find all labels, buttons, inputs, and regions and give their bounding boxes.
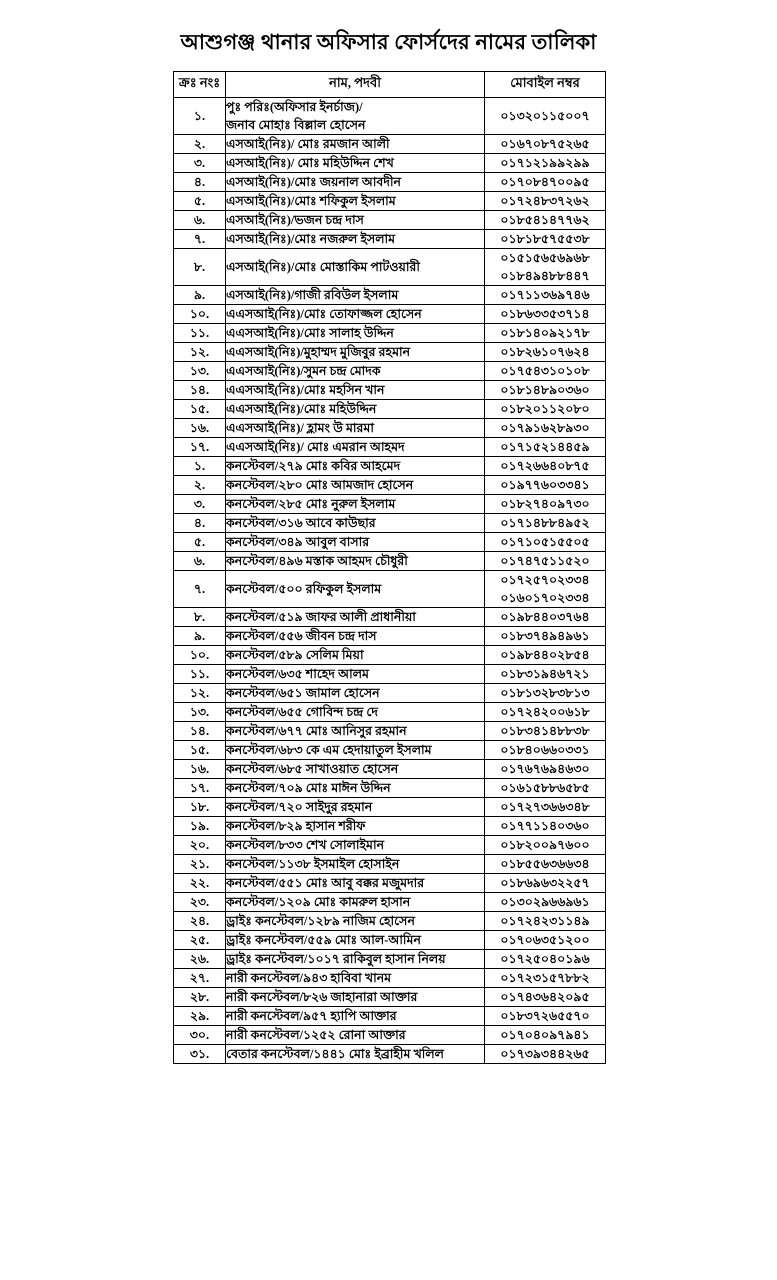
mobile-number-cell: [485, 514, 606, 533]
serial-cell: ১৭.: [174, 779, 226, 798]
officer-name-line: এসআই(নিঃ)/ মোঃ মহিউদ্দিন শেখ: [226, 156, 394, 170]
table-row: [174, 286, 606, 305]
table-row: [174, 855, 606, 874]
mobile-number-line: ০১৮৫৫৬৩৬৬৩৪: [500, 857, 590, 871]
officer-name-line: কনস্টেবল/১২০৯ মোঃ কামরুল হাসান: [226, 895, 411, 909]
mobile-number-cell: [485, 1045, 606, 1064]
officer-name-line: কনস্টেবল/৫৮৯ সেলিম মিয়া: [226, 648, 364, 662]
name-designation-cell: [226, 1007, 485, 1026]
mobile-number-line: ০১৭১২১৯৯২৯৯: [500, 156, 590, 170]
name-designation-cell: [226, 1045, 485, 1064]
officer-name-line: এএসআই(নিঃ)/মোঃ মহিউদ্দিন: [226, 402, 377, 416]
serial-cell: ১১.: [174, 324, 226, 343]
serial-cell: ২৬.: [174, 950, 226, 969]
officer-roster-table: [173, 71, 606, 1064]
officer-name-line: কনস্টেবল/৫১৯ জাফর আলী প্রাধানীয়া: [226, 610, 416, 624]
serial-cell: ১০.: [174, 646, 226, 665]
mobile-number-line: ০১৮২৬১০৭৬২৪: [500, 345, 590, 359]
name-designation-cell: [226, 154, 485, 173]
serial-cell: ২০.: [174, 836, 226, 855]
mobile-number-line: ০১৭২৫০৪০১৯৬: [500, 952, 590, 966]
serial-cell: ১৬.: [174, 419, 226, 438]
mobile-number-cell: [485, 665, 606, 684]
table-row: [174, 969, 606, 988]
officer-name-line: এসআই(নিঃ)/মোঃ মোস্তাকিম পাটওয়ারী: [226, 260, 420, 274]
table-row: [174, 211, 606, 230]
name-designation-cell: [226, 533, 485, 552]
officer-name-line: নারী কনস্টেবল/৮২৬ জাহানারা আক্তার: [226, 990, 418, 1004]
mobile-number-cell: [485, 741, 606, 760]
serial-cell: ১৮.: [174, 798, 226, 817]
mobile-number-line: ০১৮৩৭২৬৫৫৭০: [500, 1009, 590, 1023]
serial-cell: ১৪.: [174, 381, 226, 400]
mobile-number-cell: [485, 988, 606, 1007]
mobile-number-line: ০১৭৯১৬২৮৯৩০: [500, 421, 590, 435]
officer-name-line: কনস্টেবল/৭০৯ মোঃ মাঈন উদ্দিন: [226, 781, 391, 795]
serial-cell: ২৯.: [174, 1007, 226, 1026]
mobile-number-line: ০১৭০৮৪৭০০৯৫: [500, 175, 590, 189]
mobile-number-line: ০১৭০৬৩৫১২০০: [500, 933, 590, 947]
serial-cell: ৯.: [174, 286, 226, 305]
mobile-number-line: ০১৮১৮৫৭৫৫৩৮: [500, 232, 590, 246]
mobile-number-cell: [485, 646, 606, 665]
mobile-number-line: ০১৮৩৪১৪৮৮৩৮: [500, 724, 590, 738]
officer-name-line: নারী কনস্টেবল/৯৫৭ হ্যাপি আক্তার: [226, 1009, 397, 1023]
header-row: [174, 72, 606, 98]
officer-name-line: কনস্টেবল/৬৩৫ শাহেদ আলম: [226, 667, 369, 681]
serial-cell: ১৩.: [174, 362, 226, 381]
name-designation-cell: [226, 969, 485, 988]
serial-cell: ৪.: [174, 514, 226, 533]
mobile-number-cell: [485, 931, 606, 950]
mobile-number-line: ০১৭২৫৭০২৩৩৪: [500, 573, 590, 587]
table-row: [174, 703, 606, 722]
serial-cell: ১০.: [174, 305, 226, 324]
officer-name-line: কনস্টেবল/৪৯৬ মস্তাক আহমদ চৌধুরী: [226, 554, 408, 568]
mobile-number-cell: [485, 817, 606, 836]
table-row: [174, 1026, 606, 1045]
mobile-number-cell: [485, 211, 606, 230]
serial-cell: ৭.: [174, 571, 226, 608]
officer-name-line: নারী কনস্টেবল/৯৪৩ হাবিবা খানম: [226, 971, 392, 985]
table-row: [174, 627, 606, 646]
serial-cell: ২৩.: [174, 893, 226, 912]
column-header-name-designation: নাম, পদবী: [226, 72, 485, 98]
table-row: [174, 608, 606, 627]
officer-name-line: বেতার কনস্টেবল/১৪৪১ মোঃ ইব্রাহীম খলিল: [226, 1047, 444, 1061]
mobile-number-cell: [485, 703, 606, 722]
mobile-number-line: ০১৬০১৭০২৩৩৪: [500, 591, 590, 605]
officer-name-line: এসআই(নিঃ)/মোঃ নজরুল ইসলাম: [226, 232, 396, 246]
mobile-number-line: ০১৭২৬৬৪০৮৭৫: [500, 459, 590, 473]
officer-name-line: কনস্টেবল/৫৫১ মোঃ আবু বক্কর মজুমদার: [226, 876, 425, 890]
table-row: [174, 249, 606, 286]
table-row: [174, 495, 606, 514]
name-designation-cell: [226, 665, 485, 684]
serial-cell: ৬.: [174, 211, 226, 230]
name-designation-cell: [226, 646, 485, 665]
column-header-serial: ক্রঃ নংঃ: [174, 72, 226, 98]
name-designation-cell: [226, 230, 485, 249]
mobile-number-line: ০১৮৬৩৩৫৩৭১৪: [500, 307, 590, 321]
serial-cell: ৪.: [174, 173, 226, 192]
serial-cell: ৩১.: [174, 1045, 226, 1064]
name-designation-cell: [226, 627, 485, 646]
table-row: [174, 874, 606, 893]
officer-name-line: কনস্টেবল/৫৫৬ জীবন চন্দ্র দাস: [226, 629, 377, 643]
mobile-number-line: ০১৭২৭৩৬৬৩৪৮: [500, 800, 590, 814]
page-title: আশুগঞ্জ থানার অফিসার ফোর্সদের নামের তালিকা: [180, 30, 597, 54]
name-designation-cell: [226, 286, 485, 305]
table-row: [174, 173, 606, 192]
name-designation-cell: [226, 893, 485, 912]
mobile-number-line: ০১৮২০০৯৭৬০০: [500, 838, 590, 852]
mobile-number-line: ০১৭৪৭৫১১৫২০: [500, 554, 590, 568]
name-designation-cell: [226, 855, 485, 874]
name-designation-cell: [226, 438, 485, 457]
mobile-number-cell: [485, 1026, 606, 1045]
serial-cell: ২.: [174, 135, 226, 154]
name-designation-cell: [226, 608, 485, 627]
mobile-number-cell: [485, 381, 606, 400]
mobile-number-line: ০১৭৫৪৩১০১০৮: [500, 364, 590, 378]
mobile-number-cell: [485, 438, 606, 457]
mobile-number-cell: [485, 874, 606, 893]
serial-cell: ২২.: [174, 874, 226, 893]
table-row: [174, 324, 606, 343]
officer-name-line: কনস্টেবল/২৭৯ মোঃ কবির আহমেদ: [226, 459, 401, 473]
table-row: [174, 798, 606, 817]
table-row: [174, 836, 606, 855]
name-designation-cell: [226, 400, 485, 419]
officer-name-line: এএসআই(নিঃ)/মোঃ মহসিন খান: [226, 383, 385, 397]
table-row: [174, 571, 606, 608]
table-row: [174, 741, 606, 760]
name-designation-cell: [226, 192, 485, 211]
officer-name-line: কনস্টেবল/৮৩৩ শেখ সোলাইমান: [226, 838, 385, 852]
mobile-number-line: ০১৭২৪২০০৬১৮: [500, 705, 590, 719]
officer-name-line: কনস্টেবল/২৮০ মোঃ আমজাদ হোসেন: [226, 478, 414, 492]
table-row: [174, 665, 606, 684]
name-designation-cell: [226, 836, 485, 855]
officer-name-line: এএসআই(নিঃ)/সুমন চন্দ্র মোদক: [226, 364, 381, 378]
mobile-number-cell: [485, 135, 606, 154]
mobile-number-cell: [485, 684, 606, 703]
serial-cell: ৮.: [174, 249, 226, 286]
mobile-number-line: ০১৮৫৪১৪৭৭৬২: [500, 213, 590, 227]
serial-cell: ১৫.: [174, 400, 226, 419]
officer-name-line: কনস্টেবল/৩৪৯ আবুল বাসার: [226, 535, 370, 549]
mobile-number-cell: [485, 722, 606, 741]
mobile-number-line: ০১৬৭০৮৭৫২৬৫: [500, 137, 590, 151]
name-designation-cell: [226, 912, 485, 931]
table-row: [174, 362, 606, 381]
name-designation-cell: [226, 1026, 485, 1045]
name-designation-cell: [226, 931, 485, 950]
serial-cell: ১৬.: [174, 760, 226, 779]
table-row: [174, 135, 606, 154]
officer-name-line: ড্রাইঃ কনস্টেবল/৫৫৯ মোঃ আল-আমিন: [226, 933, 421, 947]
officer-name-line: ড্রাইঃ কনস্টেবল/১২৮৯ নাজিম হোসেন: [226, 914, 415, 928]
officer-name-line: কনস্টেবল/১১৩৮ ইসমাইল হোসাইন: [226, 857, 400, 871]
table-header: [174, 72, 606, 98]
table-row: [174, 1007, 606, 1026]
serial-cell: ১২.: [174, 684, 226, 703]
officer-name-line: এএসআই(নিঃ)/মোঃ সালাহ উদ্দিন: [226, 326, 394, 340]
serial-cell: ১১.: [174, 665, 226, 684]
name-designation-cell: [226, 741, 485, 760]
name-designation-cell: [226, 249, 485, 286]
name-designation-cell: [226, 950, 485, 969]
mobile-number-cell: [485, 476, 606, 495]
mobile-number-line: ০১৮৬৯৬৩২২৫৭: [500, 876, 590, 890]
serial-cell: ১৯.: [174, 817, 226, 836]
serial-cell: ৩.: [174, 495, 226, 514]
serial-cell: ৬.: [174, 552, 226, 571]
table-row: [174, 192, 606, 211]
mobile-number-line: ০১৮২৭৪০৯৭৩০: [500, 497, 590, 511]
serial-cell: ৩০.: [174, 1026, 226, 1045]
mobile-number-cell: [485, 343, 606, 362]
mobile-number-cell: [485, 1007, 606, 1026]
mobile-number-cell: [485, 495, 606, 514]
officer-name-line: ড্রাইঃ কনস্টেবল/১০১৭ রাকিবুল হাসান নিলয়: [226, 952, 446, 966]
serial-cell: ৯.: [174, 627, 226, 646]
table-row: [174, 98, 606, 135]
table-row: [174, 438, 606, 457]
officer-name-line: এএসআই(নিঃ)/ মোঃ এমরান আহমদ: [226, 440, 405, 454]
officer-name-line: এসআই(নিঃ)/গাজী রবিউল ইসলাম: [226, 288, 399, 302]
table-row: [174, 343, 606, 362]
serial-cell: ৮.: [174, 608, 226, 627]
officer-name-line: কনস্টেবল/৫০০ রফিকুল ইসলাম: [226, 582, 382, 596]
mobile-number-line: ০১৯৭৭৬০৩৩৪১: [500, 478, 590, 492]
table-row: [174, 950, 606, 969]
mobile-number-cell: [485, 893, 606, 912]
table-row: [174, 684, 606, 703]
table-row: [174, 154, 606, 173]
mobile-number-cell: [485, 362, 606, 381]
officer-name-line: কনস্টেবল/৬৮৫ সাখাওয়াত হোসেন: [226, 762, 399, 776]
table-row: [174, 646, 606, 665]
mobile-number-cell: [485, 457, 606, 476]
table-row: [174, 514, 606, 533]
table-row: [174, 533, 606, 552]
table-row: [174, 779, 606, 798]
serial-cell: ২.: [174, 476, 226, 495]
name-designation-cell: [226, 684, 485, 703]
name-designation-cell: [226, 779, 485, 798]
mobile-number-cell: [485, 779, 606, 798]
table-body: [174, 98, 606, 1064]
mobile-number-line: ০১৯৮৪৪০৩৭৬৪: [500, 610, 590, 624]
officer-name-line: কনস্টেবল/৬৫৫ গোবিন্দ চন্দ্র দে: [226, 705, 378, 719]
mobile-number-cell: [485, 608, 606, 627]
mobile-number-line: ০১৯৮৪৪০২৮৫৪: [500, 648, 590, 662]
name-designation-cell: [226, 343, 485, 362]
mobile-number-line: ০১৮১৪০৯২১৭৮: [500, 326, 590, 340]
table-row: [174, 817, 606, 836]
mobile-number-line: ০১৬১৫৮৮৬৫৮৫: [500, 781, 590, 795]
officer-name-line: এএসআই(নিঃ)/মোঃ তোফাজ্জল হোসেন: [226, 307, 422, 321]
serial-cell: ২৫.: [174, 931, 226, 950]
name-designation-cell: [226, 798, 485, 817]
mobile-number-cell: [485, 419, 606, 438]
mobile-number-cell: [485, 305, 606, 324]
serial-cell: ১২.: [174, 343, 226, 362]
name-designation-cell: [226, 362, 485, 381]
table-row: [174, 552, 606, 571]
mobile-number-cell: [485, 571, 606, 608]
name-designation-cell: [226, 703, 485, 722]
officer-name-line: কনস্টেবল/৭২০ সাইদুর রহমান: [226, 800, 373, 814]
officer-name-line: কনস্টেবল/৬৫১ জামাল হোসেন: [226, 686, 380, 700]
table-row: [174, 912, 606, 931]
mobile-number-line: ০১৭৩৯৩৪৪২৬৫: [500, 1047, 590, 1061]
officer-name-line: কনস্টেবল/৩১৬ আবে কাউছার: [226, 516, 376, 530]
mobile-number-line: ০১৮১৪৮৯০৩৬০: [500, 383, 590, 397]
officer-name-line: কনস্টেবল/৮২৯ হাসান শরীফ: [226, 819, 366, 833]
table-row: [174, 988, 606, 1007]
mobile-number-cell: [485, 286, 606, 305]
name-designation-cell: [226, 419, 485, 438]
table-row: [174, 457, 606, 476]
officer-name-line: এসআই(নিঃ)/মোঃ জয়নাল আবদীন: [226, 175, 401, 189]
serial-cell: ৫.: [174, 533, 226, 552]
mobile-number-line: ০১৭৭১১৪০৩৬০: [500, 819, 590, 833]
officer-name-line: এএসআই(নিঃ)/ হ্লামং উ মারমা: [226, 421, 374, 435]
serial-cell: ২১.: [174, 855, 226, 874]
serial-cell: ১.: [174, 98, 226, 135]
name-designation-cell: [226, 571, 485, 608]
serial-cell: ৫.: [174, 192, 226, 211]
name-designation-cell: [226, 514, 485, 533]
name-designation-cell: [226, 211, 485, 230]
column-header-mobile: মোবাইল নম্বর: [485, 72, 606, 98]
officer-name-line: এসআই(নিঃ)/মোঃ শফিকুল ইসলাম: [226, 194, 396, 208]
table-row: [174, 230, 606, 249]
mobile-number-line: ০১৮৪৯৪৮৮৪৪৭: [500, 269, 590, 283]
serial-cell: ১৪.: [174, 722, 226, 741]
serial-cell: ২৭.: [174, 969, 226, 988]
name-designation-cell: [226, 305, 485, 324]
officer-name-line: জনাব মোহাঃ বিল্লাল হোসেন: [226, 118, 366, 132]
mobile-number-line: ০১৭২৪২৩১১৪৯: [500, 914, 590, 928]
mobile-number-line: ০১৭১৪৮৮৪৯৫২: [500, 516, 590, 530]
mobile-number-cell: [485, 154, 606, 173]
mobile-number-cell: [485, 400, 606, 419]
table-row: [174, 419, 606, 438]
mobile-number-line: ০১৮৩৭৪৯৪৯৬১: [500, 629, 590, 643]
name-designation-cell: [226, 135, 485, 154]
mobile-number-line: ০১৭১০৫১৫৫০৫: [500, 535, 590, 549]
name-designation-cell: [226, 722, 485, 741]
table-row: [174, 381, 606, 400]
name-designation-cell: [226, 173, 485, 192]
name-designation-cell: [226, 874, 485, 893]
mobile-number-line: ০১৮৪০৬৬০৩৩১: [500, 743, 590, 757]
name-designation-cell: [226, 324, 485, 343]
mobile-number-cell: [485, 798, 606, 817]
mobile-number-cell: [485, 855, 606, 874]
serial-cell: ৩.: [174, 154, 226, 173]
name-designation-cell: [226, 476, 485, 495]
serial-cell: ১৩.: [174, 703, 226, 722]
serial-cell: ১৫.: [174, 741, 226, 760]
name-designation-cell: [226, 98, 485, 135]
mobile-number-line: ০১৭০৪০৯৭৯৪১: [500, 1028, 590, 1042]
name-designation-cell: [226, 381, 485, 400]
officer-name-line: এসআই(নিঃ)/ মোঃ রমজান আলী: [226, 137, 390, 151]
officer-name-line: কনস্টেবল/৬৮৩ কে এম হেদায়াতুল ইসলাম: [226, 743, 432, 757]
serial-cell: ২৮.: [174, 988, 226, 1007]
officer-name-line: কনস্টেবল/৬৭৭ মোঃ আনিসুর রহমান: [226, 724, 407, 738]
mobile-number-cell: [485, 173, 606, 192]
mobile-number-line: ০১৮১৩২৮৩৮১৩: [500, 686, 590, 700]
mobile-number-cell: [485, 760, 606, 779]
name-designation-cell: [226, 817, 485, 836]
table-row: [174, 476, 606, 495]
mobile-number-line: ০১৮৩১৯৪৬৭২১: [500, 667, 590, 681]
mobile-number-cell: [485, 98, 606, 135]
mobile-number-line: ০১৭২৩১৫৭৮৮২: [500, 971, 590, 985]
officer-name-line: নারী কনস্টেবল/১২৫২ রোনা আক্তার: [226, 1028, 406, 1042]
mobile-number-line: ০১৭১৫২১৪৪৫৯: [500, 440, 590, 454]
name-designation-cell: [226, 495, 485, 514]
mobile-number-cell: [485, 552, 606, 571]
mobile-number-cell: [485, 249, 606, 286]
mobile-number-cell: [485, 533, 606, 552]
officer-name-line: কনস্টেবল/২৮৫ মোঃ নুরুল ইসলাম: [226, 497, 396, 511]
mobile-number-line: ০১৩০২৯৬৬৯৬১: [500, 895, 590, 909]
serial-cell: ৭.: [174, 230, 226, 249]
mobile-number-line: ০১৭৪৩৬৪২০৯৫: [500, 990, 590, 1004]
table-row: [174, 760, 606, 779]
mobile-number-line: ০১৭৬৭৬৯৪৬৩০: [500, 762, 590, 776]
name-designation-cell: [226, 457, 485, 476]
name-designation-cell: [226, 552, 485, 571]
mobile-number-cell: [485, 230, 606, 249]
table-row: [174, 305, 606, 324]
mobile-number-cell: [485, 836, 606, 855]
mobile-number-cell: [485, 912, 606, 931]
mobile-number-cell: [485, 192, 606, 211]
mobile-number-cell: [485, 627, 606, 646]
mobile-number-cell: [485, 950, 606, 969]
table-row: [174, 1045, 606, 1064]
table-row: [174, 893, 606, 912]
name-designation-cell: [226, 988, 485, 1007]
officer-name-line: এএসআই(নিঃ)/মুহাম্মদ মুজিবুর রহমান: [226, 345, 411, 359]
mobile-number-line: ০১৭২৪৮৩৭২৬২: [500, 194, 590, 208]
serial-cell: ১৭.: [174, 438, 226, 457]
serial-cell: ১.: [174, 457, 226, 476]
mobile-number-cell: [485, 324, 606, 343]
officer-name-line: এসআই(নিঃ)/ভজন চন্দ্র দাস: [226, 213, 364, 227]
mobile-number-line: ০১৩২০১১৫০০৭: [500, 109, 590, 123]
table-row: [174, 400, 606, 419]
name-designation-cell: [226, 760, 485, 779]
mobile-number-line: ০১৫১৫৬৫৬৯৬৮: [500, 251, 590, 265]
mobile-number-cell: [485, 969, 606, 988]
table-row: [174, 722, 606, 741]
mobile-number-line: ০১৮২০১১২০৮০: [500, 402, 590, 416]
table-row: [174, 931, 606, 950]
officer-name-line: পুঃ পরিঃ(অফিসার ইনর্চাজ)/: [226, 100, 363, 114]
mobile-number-line: ০১৭১১৩৬৯৭৪৬: [500, 288, 590, 302]
serial-cell: ২৪.: [174, 912, 226, 931]
